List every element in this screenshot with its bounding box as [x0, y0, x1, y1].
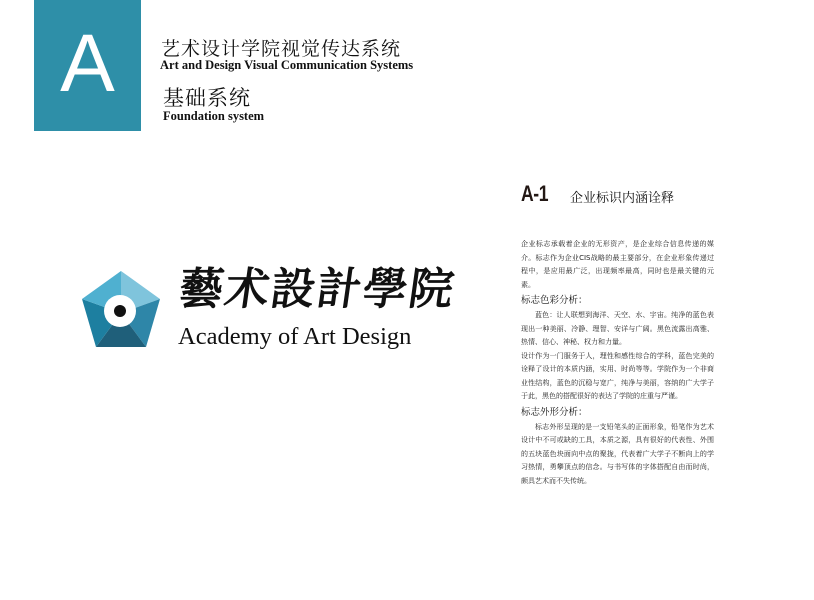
logo-name-en: Academy of Art Design — [178, 323, 412, 350]
system-title-en: Art and Design Visual Communication Systems — [160, 58, 414, 72]
section-code: A-1 — [521, 181, 549, 206]
section-letter-block — [34, 0, 141, 131]
section-letter: A — [60, 17, 115, 109]
explanation-text — [521, 238, 714, 488]
shape-analysis-heading: 标志外形分析： — [521, 406, 588, 418]
section-title: 企业标识内涵诠释 — [570, 191, 675, 206]
subsystem-title-cn: 基础系统 — [163, 86, 251, 110]
logo-name-cn: 藝术設計學院 — [175, 264, 459, 315]
pentagon-pencil-logo-icon — [80, 269, 162, 351]
shape-paragraph: 标志外形呈现的是一支铅笔头的正面形象，铅笔作为艺术设计中不可或缺的工具，本质之源，具有很好的代表性、外围的五块蓝色块面向中点的聚拢，代表着广大学子不断向上的学习热情，勇攀顶点的信念。与书写体的字体搭配自由而时尚，颇具艺术而不失传统。 — [521, 422, 714, 485]
color-paragraph-2: 设计作为一门服务于人，理性和感性综合的学科，蓝色完美的诠释了设计的本质内涵，实用、时尚等等。学院作为一个非商业性结构，蓝色的沉稳与宽广，纯净与美丽，容纳的广大学子于此，黑色的搭配很好的表达了学院的庄重与严谨。 — [521, 351, 714, 400]
subsystem-title-en: Foundation system — [163, 109, 265, 123]
color-analysis-heading: 标志色彩分析： — [521, 295, 588, 306]
color-paragraph-1: 蓝色：让人联想到海洋、天空、水、宇宙。纯净的蓝色表现出一种美丽、冷静、理智、安详与广阔。黑色流露出高雅、热情、信心、神秘、权力和力量。 — [521, 311, 714, 346]
intro-paragraph: 企业标志承载着企业的无形资产，是企业综合信息传递的媒介。标志作为企业CIS战略的最主要部分，在企业形象传递过程中，是应用最广泛，出现频率最高，同时也是最关键的元素。 — [521, 240, 714, 289]
system-title-cn: 艺术设计学院视觉传达系统 — [161, 38, 402, 60]
